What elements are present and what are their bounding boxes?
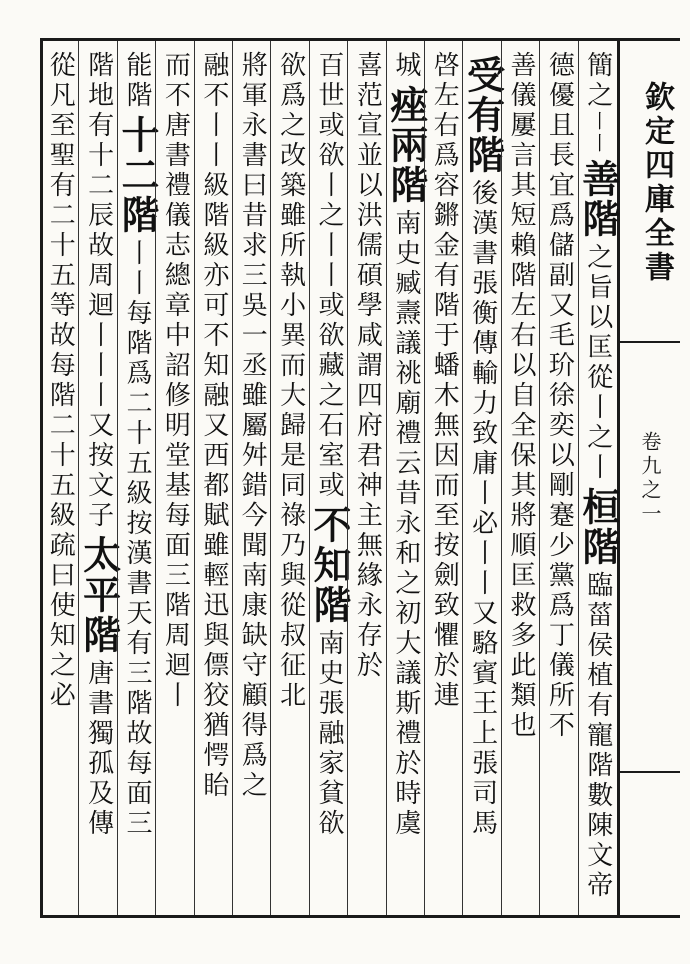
column-rule: [155, 41, 156, 915]
column-rule: [194, 41, 195, 915]
column-text: 唐書禮儀志總章中詔修明堂基每面三階周迴丨: [160, 111, 191, 711]
text-column: [192, 51, 236, 911]
text-frame: [40, 38, 620, 918]
text-column: [384, 51, 428, 911]
column-rule: [78, 41, 79, 915]
column-rule: [501, 41, 502, 915]
column-rule: [424, 41, 425, 915]
text-column: [153, 51, 197, 911]
column-text: 百世或欲丨之丨丨或欲藏之石室或: [314, 51, 344, 501]
column-rule: [347, 41, 348, 915]
text-column: [307, 51, 351, 911]
column-text: 階地有十二辰故周迴丨丨丨又按文子: [83, 51, 114, 531]
text-column: [269, 51, 313, 911]
text-column: [345, 51, 389, 911]
column-rule: [462, 41, 463, 915]
column-text: 從凡至聖有二十五等故每階二十五級: [45, 51, 76, 531]
column-rule: [539, 41, 540, 915]
entry-heading: 善階: [575, 159, 621, 239]
column-text: 德優且長宜爲儲副又毛玠徐奕以剛蹇少黨爲丁儀所不: [544, 51, 575, 741]
column-text: 丨丨: [587, 111, 610, 155]
margin-fish-tail-bottom: [620, 771, 680, 773]
column-text: 將軍永書曰昔求三吳一丞雖屬舛錯今聞南康缺守顧得爲之: [237, 51, 268, 801]
column-text: 喜范宣並以洪儒碩學咸謂四府君神主無緣永存於: [352, 51, 383, 681]
column-text: 啓左右爲容鏘金有階于蟠木無因而至按劍致懼於連: [429, 51, 460, 711]
column-text: 疏曰使知之必: [45, 531, 76, 711]
column-rule: [309, 41, 310, 915]
column-text: 丨丨每階爲二十五級按漢書天有三階故每面三: [122, 239, 152, 839]
column-rule: [578, 41, 579, 915]
text-column: [461, 51, 505, 911]
text-column: [499, 51, 543, 911]
column-text: 南史臧燾議祧廟禮云昔永和之初大議斯禮於時虞: [390, 209, 421, 839]
volume-label: 卷九之一: [638, 431, 662, 527]
column-text: 之旨以匡從丨之丨: [582, 243, 613, 483]
column-rule: [270, 41, 271, 915]
column-text: 善儀屢言其短賴階左右以自全保其將順匡救多此類也: [506, 51, 536, 741]
entry-heading: 桓階: [575, 487, 621, 567]
column-rule: [117, 41, 118, 915]
page-margin: [620, 38, 680, 918]
column-rule: [386, 41, 387, 915]
book-title: 欽定四庫全書: [639, 81, 674, 285]
text-column: [537, 51, 581, 911]
column-text: 能階: [122, 51, 152, 111]
text-column: [576, 51, 620, 911]
column-text: 融不丨丨級階級亦可不知融又西都賦雖輕迅與僄狡猶愕眙: [198, 51, 229, 801]
column-text: 欲爲之改築雖所執小異而大歸是同: [275, 51, 306, 501]
text-column: [115, 51, 159, 911]
entry-heading: 受有階: [460, 55, 506, 175]
column-text: 臨菑侯植有寵階數陳文帝: [582, 571, 613, 901]
column-text: 城: [390, 51, 421, 81]
entry-heading: 不知階: [307, 505, 352, 625]
column-text: 後漢書張衡傳輸力致庸丨必丨丨又駱賓王上張司馬: [467, 179, 498, 839]
column-text: 簡之: [582, 51, 613, 111]
margin-fish-tail-top: [620, 341, 680, 343]
entry-heading: 太平階: [76, 535, 122, 655]
text-column: [77, 51, 121, 911]
text-column: [38, 51, 82, 911]
column-rule: [232, 41, 233, 915]
entry-heading: 十二階: [115, 115, 160, 235]
column-text: 而不: [160, 51, 191, 111]
entry-heading: 痤兩階: [383, 85, 429, 205]
column-text: 南史張融家貧欲: [314, 629, 344, 839]
column-text: 祿乃與從叔征北: [275, 501, 306, 711]
column-text: 唐書獨孤及傳: [83, 659, 114, 839]
text-column: [230, 51, 274, 911]
